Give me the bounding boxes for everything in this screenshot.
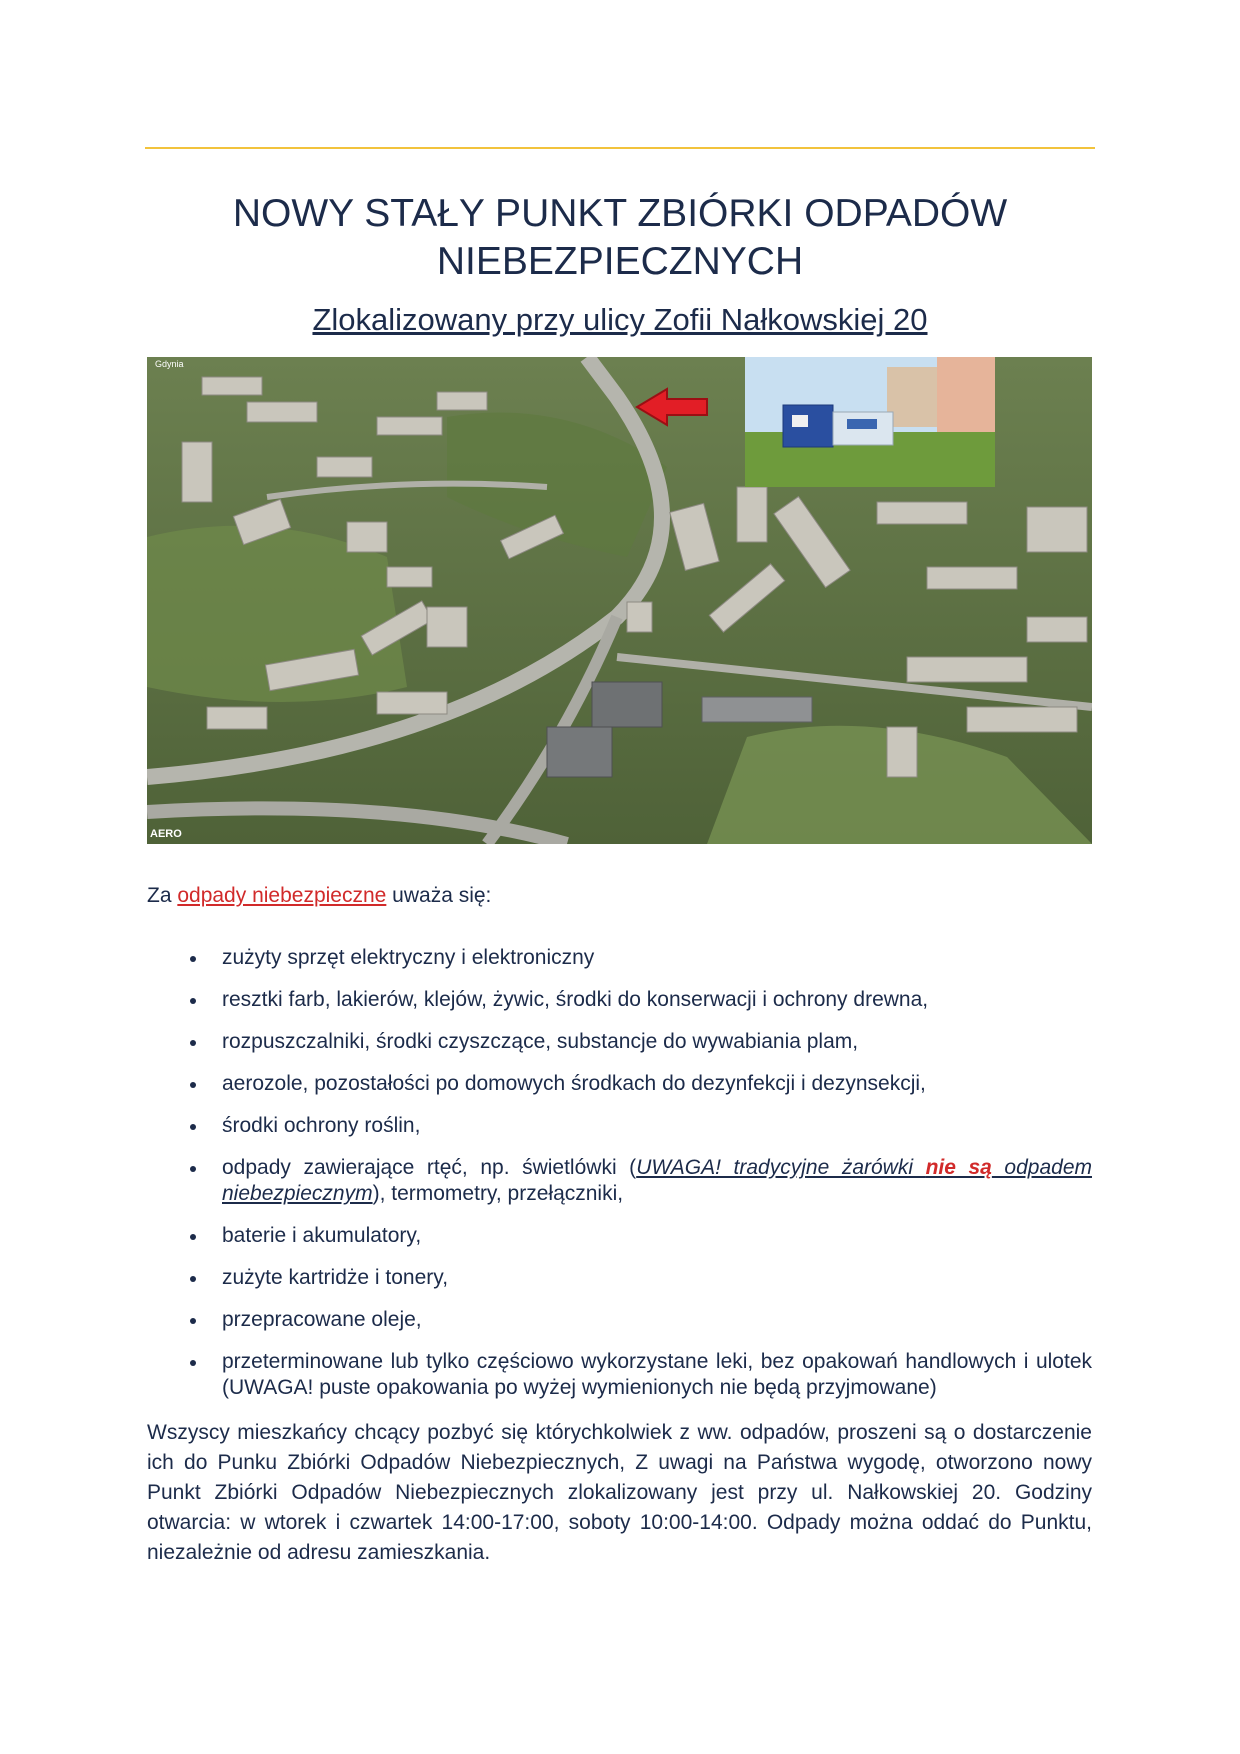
title-line-2: NIEBEZPIECZNYCH [436, 240, 804, 283]
bullet-icon [190, 1040, 196, 1046]
bullet-icon [190, 1082, 196, 1088]
bullet-icon [190, 998, 196, 1004]
hazardous-waste-link[interactable]: odpady niebezpieczne [177, 884, 387, 907]
bullet-icon [190, 1318, 196, 1324]
photo-watermark: AERO [150, 828, 182, 840]
page-title [145, 190, 1095, 286]
closing-paragraph: Wszyscy mieszkańcy chcący pozbyć się którychkolwiek z ww. odpadów, proszeni są o dostarczenie ich do Punku Zbiórki Odpadów Niebezpiecznych, Z uwagi na Państwa wygodę, otworzono nowy Punkt Zbiórki Odpadów Niebezpiecznych zlokalizowany jest przy ul. Nałkowskiej 20. Godziny otwarcia: w wtorek i czwartek 14:00-17:00, soboty 10:00-14:00. Odpady można oddać do Punktu, niezależnie od adresu zamieszkania. [147, 1421, 1092, 1564]
photo-place-label: Gdynia [155, 359, 184, 369]
bullet-icon [190, 1124, 196, 1130]
container-inset-photo [745, 357, 995, 487]
list-item: baterie i akumulatory, [147, 1223, 1092, 1249]
list-item: przepracowane oleje, [147, 1307, 1092, 1333]
list-item: środki ochrony roślin, [147, 1113, 1092, 1139]
list-item: zużyty sprzęt elektryczny i elektroniczny [147, 945, 1092, 971]
intro-line [147, 883, 1092, 909]
bullet-icon [190, 1234, 196, 1240]
list-item: resztki farb, lakierów, klejów, żywic, środki do konserwacji i ochrony drewna, [147, 987, 1092, 1013]
list-item: aerozole, pozostałości po domowych środkach do dezynfekcji i dezynsekcji, [147, 1071, 1092, 1097]
intro-after: uważa się: [386, 884, 492, 907]
aerial-photo [147, 357, 1092, 844]
bullet-icon [190, 1276, 196, 1282]
page-subtitle: Zlokalizowany przy ulicy Zofii Nałkowskiej 20 [312, 302, 928, 337]
header-rule [145, 147, 1095, 149]
list-item: zużyte kartridże i tonery, [147, 1265, 1092, 1291]
intro-before: Za [147, 884, 178, 907]
hazardous-waste-list [147, 945, 1092, 1417]
bullet-icon [190, 1360, 196, 1366]
bulb-warning: UWAGA! tradycyjne żarówki nie są odpadem niebezpiecznym [222, 1156, 1092, 1205]
bullet-icon [190, 956, 196, 962]
list-item: rozpuszczalniki, środki czyszczące, substancje do wywabiania plam, [147, 1029, 1092, 1055]
list-item-mercury: odpady zawierające rtęć, np. świetlówki (UWAGA! tradycyjne żarówki nie są odpadem niebezpiecznym), termometry, przełączniki, [147, 1155, 1092, 1207]
bullet-icon [190, 1166, 196, 1172]
list-item: przeterminowane lub tylko częściowo wykorzystane leki, bez opakowań handlowych i ulotek (UWAGA! puste opakowania po wyżej wymienionych nie będą przyjmowane) [147, 1349, 1092, 1401]
title-line-1: NOWY STAŁY PUNKT ZBIÓRKI ODPADÓW [232, 192, 1008, 235]
